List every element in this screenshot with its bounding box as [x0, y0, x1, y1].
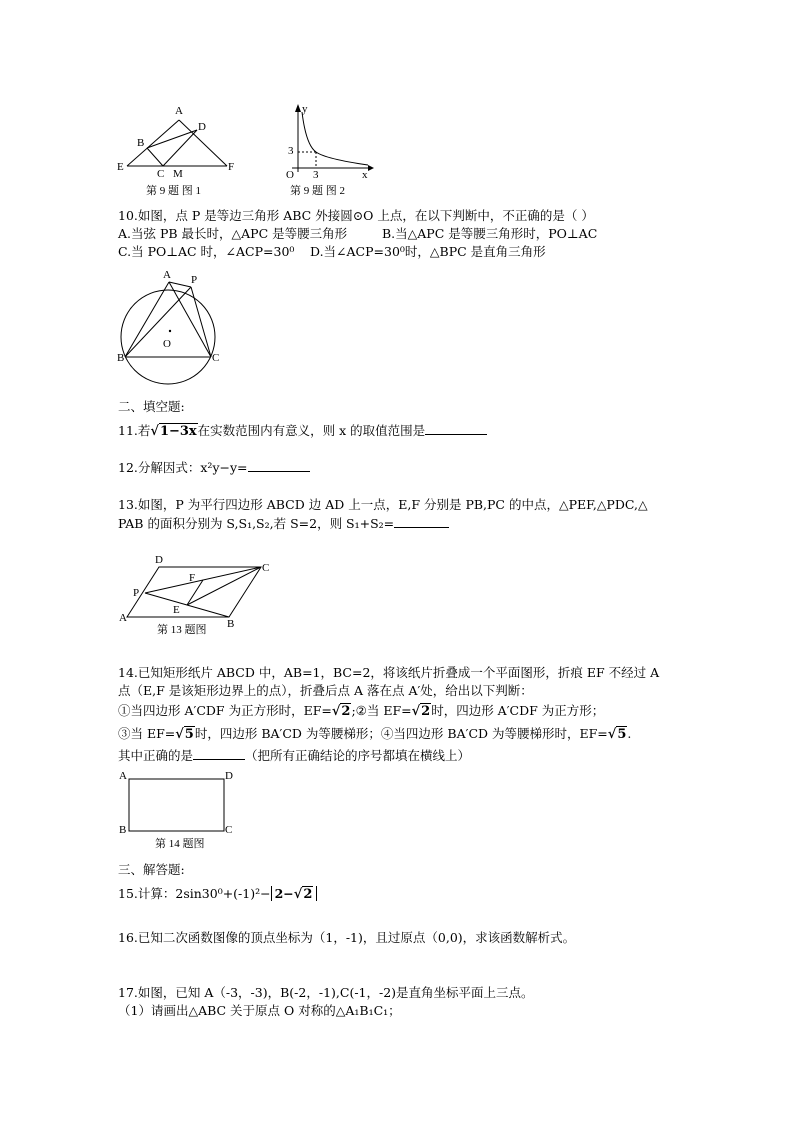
label-C: C [262, 562, 270, 574]
q14-line5b: （把所有正确结论的序号都填在横线上） [245, 748, 471, 763]
label-B: B [119, 824, 127, 836]
label-B: B [117, 352, 125, 364]
q13-answer-blank[interactable] [394, 515, 449, 528]
q14-line3 [118, 703, 604, 720]
line-B-D [147, 130, 197, 148]
fig9-1-caption: 第 9 题 图 1 [146, 185, 201, 197]
q14-l4b: 时，四边形 BA′CD 为等腰梯形；④当四边形 BA′CD 为等腰梯形时，EF= [194, 726, 608, 741]
label-D: D [155, 554, 163, 566]
q14-l3c: 时，四边形 A′CDF 为正方形； [431, 703, 605, 718]
q13-line1: 13.如图，P 为平行四边形 ABCD 边 AD 上一点，E,F 分别是 PB,PC 的中点，△PEF,△PDC,△ [118, 497, 648, 512]
fig9-2-graph [280, 100, 380, 180]
label-O: O [163, 338, 171, 350]
q15-sqrt2: √2 [293, 887, 313, 902]
q17-line1: 17.如图，已知 A（-3，-3)，B(-2，-1),C(-1，-2)是直角坐标平面上三点。 [118, 985, 534, 1000]
q10-option-b: B.当△APC 是等腰三角形时，PO⊥AC [382, 226, 598, 241]
label-B: B [227, 618, 235, 630]
q13-parallelogram-diagram [115, 553, 275, 628]
chord-AP [169, 282, 191, 287]
q12 [118, 459, 310, 476]
q15 [118, 886, 317, 903]
label-M: M [173, 168, 183, 180]
q10-stem: 10.如图，点 P 是等边三角形 ABC 外接圆⊙O 上点，在以下判断中，不正确的是（ ） [118, 208, 594, 223]
label-A: A [119, 770, 127, 782]
section-3-heading: 三、解答题: [118, 862, 185, 877]
q11-radicand: 1−3x [159, 424, 197, 439]
q14-l4c: . [627, 726, 632, 741]
q10-option-c: C.当 PO⊥AC 时，∠ACP=30⁰ [118, 244, 295, 259]
chord-BP [125, 287, 191, 357]
q14-rectangle-diagram [115, 767, 245, 837]
label-A: A [163, 269, 171, 281]
line-E-A [127, 120, 179, 166]
fig9-1-diagram [115, 100, 245, 180]
label-P: P [133, 587, 140, 599]
y-axis-arrow [295, 104, 301, 112]
label-y: y [302, 103, 308, 115]
q17-line2: （1）请画出△ABC 关于原点 O 对称的△A₁B₁C₁； [118, 1003, 401, 1018]
q11-post: 在实数范围内有意义，则 x 的取值范围是 [197, 423, 426, 438]
label-E: E [117, 161, 124, 173]
q13-line2-text: PAB 的面积分别为 S,S₁,S₂,若 S=2，则 S₁+S₂= [118, 516, 395, 531]
label-D: D [225, 770, 233, 782]
fig9-2-caption: 第 9 题 图 2 [290, 185, 345, 197]
q14-line5a: 其中正确的是 [118, 748, 194, 763]
tick-y-3: 3 [288, 145, 294, 157]
hyperbola-curve [302, 112, 368, 165]
q14-l3b: ;②当 EF= [351, 703, 412, 718]
q14-line4 [118, 726, 631, 743]
label-B: B [137, 137, 145, 149]
q14-sqrt2-a: √2 [331, 704, 351, 719]
section-2-heading: 二、填空题: [118, 399, 185, 414]
label-E: E [173, 604, 180, 616]
q12-answer-blank[interactable] [248, 459, 310, 472]
q10-option-d: D.当∠ACP=30⁰时，△BPC 是直角三角形 [310, 244, 546, 259]
q14-line1: 14.已知矩形纸片 ABCD 中，AB=1，BC=2，将该纸片折叠成一个平面图形，折痕 EF 不经过 A [118, 665, 660, 680]
q10-option-a: A.当弦 PB 最长时，△APC 是等腰三角形 [118, 226, 348, 241]
label-C: C [225, 824, 233, 836]
q15-pre: 15.计算：2sin30⁰+(-1)²− [118, 886, 271, 901]
q16: 16.已知二次函数图像的顶点坐标为（1，-1)，且过原点（0,0)，求该函数解析式。 [118, 930, 576, 945]
label-C: C [157, 168, 165, 180]
q10-circle-diagram [115, 265, 230, 385]
q14-answer-blank[interactable] [193, 747, 245, 760]
q14-line5 [118, 747, 470, 764]
x-axis-arrow [368, 165, 374, 171]
label-P: P [191, 274, 198, 286]
line-B-C [147, 148, 163, 166]
q14-sqrt2-b: √2 [411, 704, 431, 719]
q12-text: 12.分解因式：x²y−y= [118, 460, 248, 475]
label-F: F [228, 161, 235, 173]
chord-PC [191, 287, 211, 357]
segment-EC [187, 567, 261, 605]
q11-answer-blank[interactable] [425, 422, 487, 435]
label-x: x [362, 169, 368, 181]
q14-line2: 点（E,F 是该矩形边界上的点），折叠后点 A 落在点 A′处，给出以下判断： [118, 683, 533, 698]
line-C-D [163, 130, 197, 166]
center-dot [169, 330, 171, 332]
q14-l4a: ③当 EF= [118, 726, 176, 741]
q11-radical: √1−3x [150, 424, 197, 439]
rectangle-ABCD [129, 779, 224, 831]
label-A: A [175, 105, 183, 117]
label-D: D [198, 121, 206, 133]
q13-caption: 第 13 题图 [157, 624, 207, 636]
q14-caption: 第 14 题图 [155, 838, 205, 850]
circumcircle [121, 290, 215, 384]
label-F: F [189, 572, 196, 584]
tick-x-3: 3 [313, 169, 319, 181]
q13-line2 [118, 515, 449, 532]
label-origin: O [286, 169, 294, 181]
q14-sqrt5-b: √5 [607, 727, 627, 742]
label-C: C [212, 352, 220, 364]
q11 [118, 422, 487, 440]
side-AC [169, 282, 211, 357]
q14-l3a: ①当四边形 A′CDF 为正方形时，EF= [118, 703, 332, 718]
q11-pre: 11.若 [118, 423, 151, 438]
q14-sqrt5-a: √5 [175, 727, 194, 742]
label-A: A [119, 612, 127, 624]
q15-absolute-value: 2−√2 [271, 886, 318, 901]
